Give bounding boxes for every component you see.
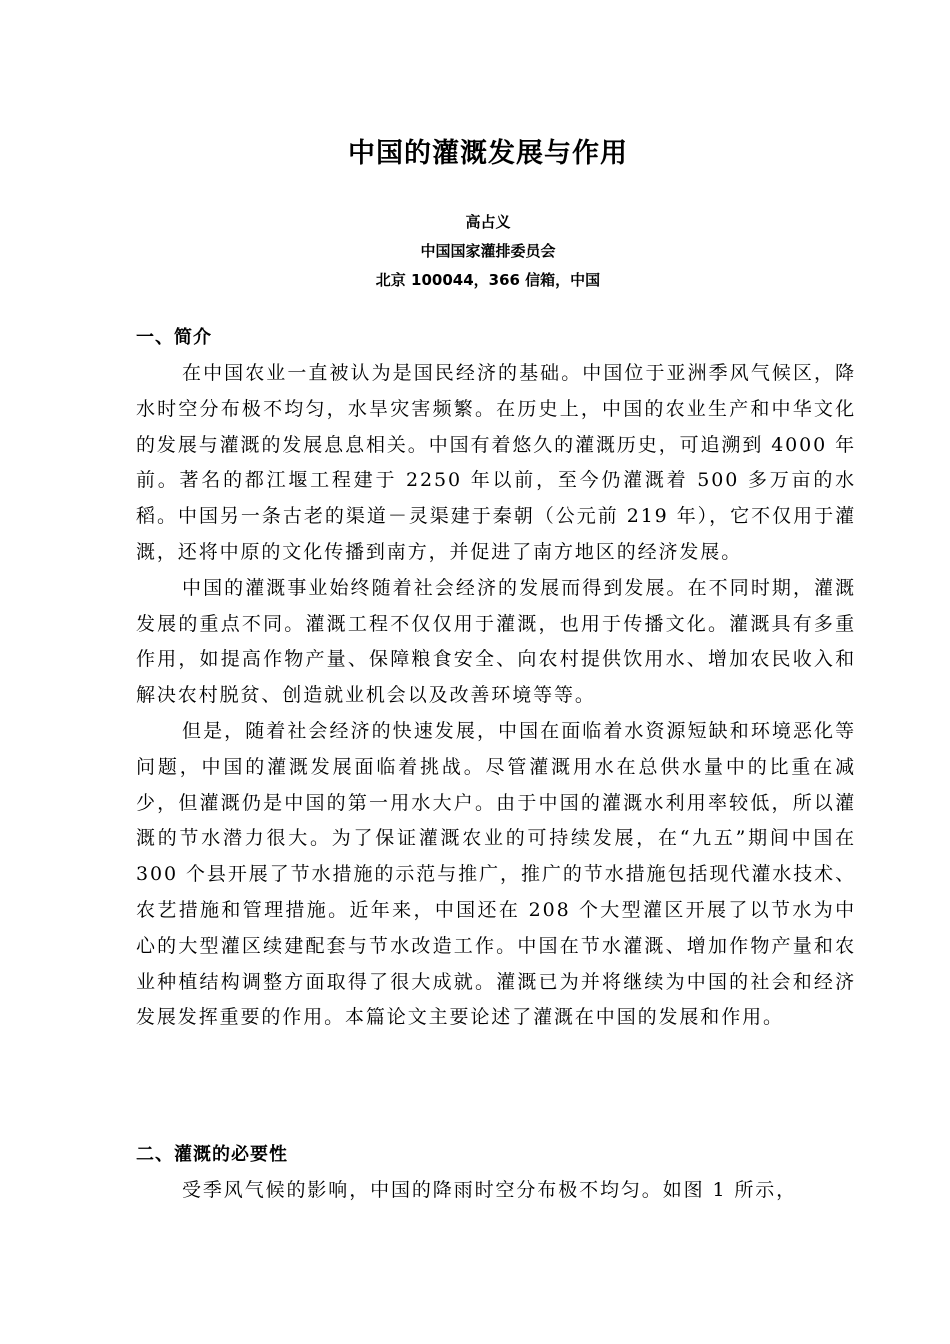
paragraph: 但是，随着社会经济的快速发展，中国在面临着水资源短缺和环境恶化等问题，中国的灌溉发展面临着挑战。尽管灌溉用水在总供水量中的比重在减少，但灌溉仍是中国的第一用水大户。由于中国的灌溉水利用率较低，所以灌溉的节水潜力很大。为了保证灌溉农业的可持续发展，在“九五”期间中国在 300 个县开展了节水措施的示范与推广，推广的节水措施包括现代灌水技术、农艺措施和管理措施。近年来，中国还在 208 个大型灌区开展了以节水为中心的大型灌区续建配套与节水改造工作。中国在节水灌溉、增加作物产量和农业种植结构调整方面取得了很大成就。灌溉已为并将继续为中国的社会和经济发展发挥重要的作用。本篇论文主要论述了灌溉在中国的发展和作用。	[136, 719, 856, 1029]
paper-title: 中国的灌溉发展与作用	[348, 138, 628, 169]
section-necessity	[136, 1137, 856, 1209]
paragraph: 受季风气候的影响，中国的降雨时空分布极不均匀。如图 1 所示，	[182, 1179, 798, 1201]
paragraph: 在中国农业一直被认为是国民经济的基础。中国位于亚洲季风气候区，降水时空分布极不均匀，水旱灾害频繁。在历史上，中国的农业生产和中华文化的发展与灌溉的发展息息相关。中国有着悠久的灌溉历史，可追溯到 4000 年前。著名的都江堰工程建于 2250 年以前，至今仍灌溉着 500 多万亩的水稻。中国另一条古老的渠道－灵渠建于秦朝（公元前 219 年），它不仅用于灌溉，还将中原的文化传播到南方，并促进了南方地区的经济发展。	[136, 362, 856, 563]
author-affiliation: 中国国家灌排委员会	[420, 242, 556, 260]
paragraph: 中国的灌溉事业始终随着社会经济的发展而得到发展。在不同时期，灌溉发展的重点不同。灌溉工程不仅仅用于灌溉，也用于传播文化。灌溉具有多重作用，如提高作物产量、保障粮食安全、向农村提供饮用水、增加农民收入和解决农村脱贫、创造就业机会以及改善环境等等。	[136, 576, 856, 707]
section-heading: 一、简介	[136, 327, 212, 348]
section-heading: 二、灌溉的必要性	[136, 1144, 288, 1165]
author-address: 北京 100044，366 信箱，中国	[375, 271, 601, 289]
author-name: 高占义	[465, 213, 511, 231]
section-introduction	[136, 320, 856, 1036]
author-block	[0, 208, 950, 295]
